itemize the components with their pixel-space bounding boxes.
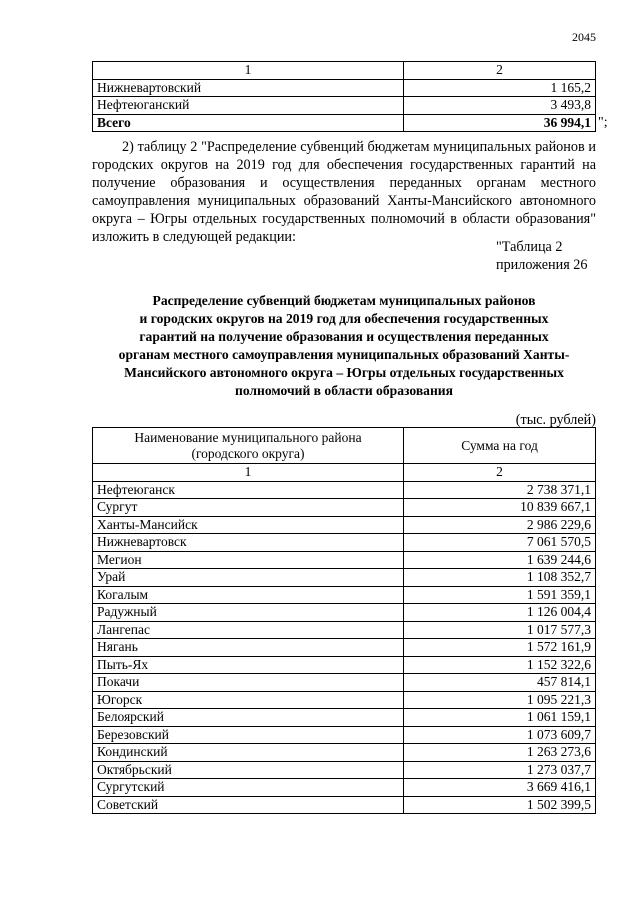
table-title <box>92 292 596 400</box>
row-value: 3 493,8 <box>404 97 596 115</box>
table-header-row <box>93 428 596 464</box>
row-value: 1 273 037,7 <box>404 761 596 779</box>
subvention-table <box>92 427 596 814</box>
total-row <box>93 114 596 132</box>
row-name: Нижневартовский <box>93 79 404 97</box>
row-value: 1 639 244,6 <box>404 551 596 569</box>
row-value: 3 669 416,1 <box>404 779 596 797</box>
row-name: Урай <box>93 569 404 587</box>
table-row <box>93 639 596 657</box>
table-row <box>93 779 596 797</box>
row-name: Сургутский <box>93 779 404 797</box>
row-name: Лангепас <box>93 621 404 639</box>
amendment-paragraph <box>92 138 596 246</box>
table-row <box>93 674 596 692</box>
row-name: Березовский <box>93 726 404 744</box>
column-number: 1 <box>93 464 404 482</box>
column-number: 2 <box>404 62 596 80</box>
row-value: 1 095 221,3 <box>404 691 596 709</box>
row-value: 2 738 371,1 <box>404 481 596 499</box>
table-row <box>93 79 596 97</box>
title-line: Распределение субвенций бюджетам муниципальных районов <box>152 293 536 308</box>
row-value: 1 061 159,1 <box>404 709 596 727</box>
table-row <box>93 621 596 639</box>
row-value: 10 839 667,1 <box>404 499 596 517</box>
table-row <box>93 499 596 517</box>
table-row <box>93 534 596 552</box>
table-row <box>93 551 596 569</box>
table-row <box>93 691 596 709</box>
row-value: 1 108 352,7 <box>404 569 596 587</box>
row-name: Ханты-Мансийск <box>93 516 404 534</box>
header-line: (городского округа) <box>191 445 305 461</box>
column-header-sum: Сумма на год <box>404 428 596 464</box>
closing-quote: "; <box>598 115 608 130</box>
title-line: полномочий в области образования <box>234 383 453 398</box>
table-row <box>93 604 596 622</box>
column-header-name <box>93 428 404 464</box>
row-name: Пыть-Ях <box>93 656 404 674</box>
row-value: 1 017 577,3 <box>404 621 596 639</box>
title-line: гарантий на получение образования и осуществления переданных <box>139 329 549 344</box>
row-name: Когалым <box>93 586 404 604</box>
table-row <box>93 761 596 779</box>
column-numbers-row <box>93 464 596 482</box>
row-value: 1 165,2 <box>404 79 596 97</box>
row-name: Нягань <box>93 639 404 657</box>
table-row <box>93 726 596 744</box>
row-value: 1 126 004,4 <box>404 604 596 622</box>
title-line: Мансийского автономного округа – Югры отдельных государственных <box>124 365 564 380</box>
row-name: Белоярский <box>93 709 404 727</box>
total-value: 36 994,1 <box>404 114 596 132</box>
table-reference-line2: приложения 26 <box>496 257 588 273</box>
row-name: Югорск <box>93 691 404 709</box>
row-name: Покачи <box>93 674 404 692</box>
row-value: 1 591 359,1 <box>404 586 596 604</box>
table-row <box>93 586 596 604</box>
total-label: Всего <box>93 114 404 132</box>
row-value: 2 986 229,6 <box>404 516 596 534</box>
previous-table <box>92 61 596 132</box>
row-name: Кондинский <box>93 744 404 762</box>
table-row <box>93 97 596 115</box>
table-row <box>93 709 596 727</box>
row-name: Нефтеюганский <box>93 97 404 115</box>
title-line: и городских округов на 2019 год для обеспечения государственных <box>139 311 549 326</box>
row-name: Нефтеюганск <box>93 481 404 499</box>
row-value: 1 073 609,7 <box>404 726 596 744</box>
column-number: 2 <box>404 464 596 482</box>
table-row <box>93 796 596 814</box>
row-name: Сургут <box>93 499 404 517</box>
row-name: Нижневартовск <box>93 534 404 552</box>
title-line: органам местного самоуправления муниципальных образований Ханты- <box>118 347 570 362</box>
page-number: 2045 <box>572 30 596 44</box>
header-line: Наименование муниципального района <box>134 429 362 445</box>
table-row <box>93 569 596 587</box>
units-label: (тыс. рублей) <box>515 412 596 428</box>
row-value: 1 502 399,5 <box>404 796 596 814</box>
table-row <box>93 481 596 499</box>
table-header-row <box>93 62 596 80</box>
row-value: 7 061 570,5 <box>404 534 596 552</box>
column-number: 1 <box>93 62 404 80</box>
row-value: 457 814,1 <box>404 674 596 692</box>
row-name: Октябрьский <box>93 761 404 779</box>
row-value: 1 152 322,6 <box>404 656 596 674</box>
table-body <box>93 481 596 814</box>
table-reference-line1: "Таблица 2 <box>496 239 563 255</box>
table-row <box>93 516 596 534</box>
row-name: Мегион <box>93 551 404 569</box>
row-name: Советский <box>93 796 404 814</box>
paragraph-text: 2) таблицу 2 "Распределение субвенций бюджетам муниципальных районов и городских округов на 2019 год для обеспечения государственных гарантий на получение образования и осуществления переданных органам местного самоуправления муниципальных образований Ханты-Мансийского автономного округа – Югры отдельных государственных полномочий в области образования" изложить в следующей редакции: <box>92 139 596 245</box>
table-row <box>93 744 596 762</box>
row-value: 1 572 161,9 <box>404 639 596 657</box>
row-name: Радужный <box>93 604 404 622</box>
table-row <box>93 656 596 674</box>
row-value: 1 263 273,6 <box>404 744 596 762</box>
